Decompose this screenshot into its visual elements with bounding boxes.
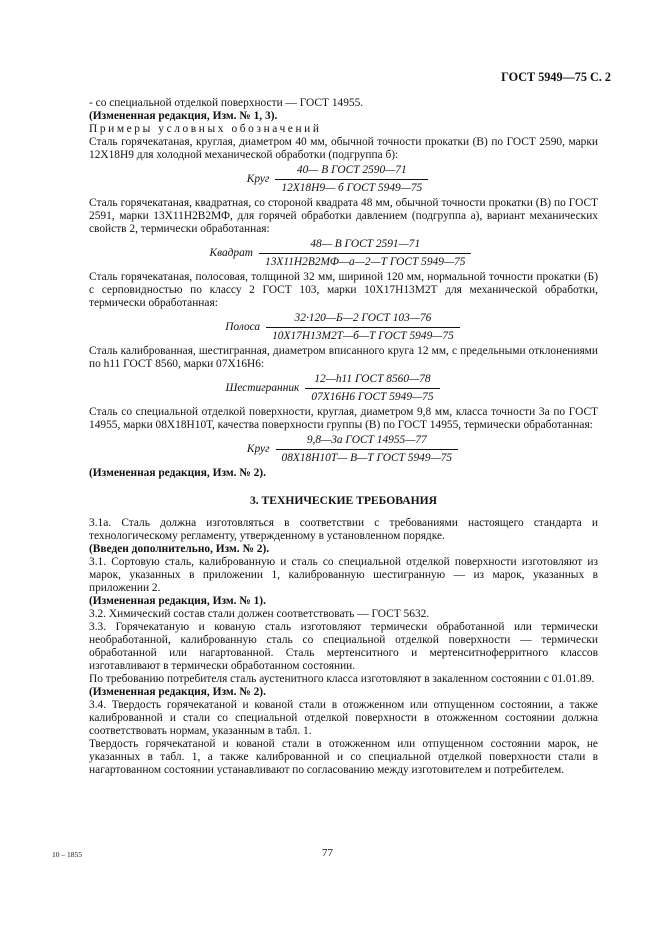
designation-formula — [67, 373, 598, 404]
formula-denominator: 08Х18Н10Т— В—Т ГОСТ 5949—75 — [276, 449, 459, 465]
page-number: 77 — [322, 847, 333, 859]
designation-formula — [107, 434, 598, 465]
formula-fraction — [275, 164, 428, 195]
formula-denominator: 10Х17Н13М2Т—б—Т ГОСТ 5949—75 — [266, 327, 460, 343]
formula-numerator: 32·120—Б—2 ГОСТ 103—76 — [294, 312, 432, 324]
paragraph: Сталь горячекатаная, круглая, диаметром 40 мм, обычной точности прокатки (В) по ГОСТ 2590, марки 12Х18Н9 для холодной механической обработки (подгруппа б): — [89, 136, 598, 161]
formula-numerator: 12—h11 ГОСТ 8560—78 — [314, 373, 431, 385]
amendment-note: (Введен дополнительно, Изм. № 2). — [89, 543, 270, 555]
paragraph: - со специальной отделкой поверхности — ГОСТ 14955. — [89, 97, 364, 109]
formula-fraction — [276, 434, 459, 465]
paragraph: 3.1а. Сталь должна изготовляться в соответствии с требованиями настоящего стандарта и технологическому регламенту, утвержденному в установленном порядке. — [89, 517, 598, 542]
formula-label: Шестигранник — [225, 382, 300, 394]
examples-heading: Примеры условных обозначений — [89, 123, 322, 135]
print-code: 10 – 1855 — [52, 850, 82, 859]
paragraph: 3.1. Сортовую сталь, калиброванную и сталь со специальной отделкой поверхности изготовляют из марок, указанных в приложении 1, калиброванную шестигранную — из марок, указанных в приложении 2. — [89, 556, 598, 594]
paragraph: Сталь горячекатаная, квадратная, со стороной квадрата 48 мм, обычной точности прокатки (В) по ГОСТ 2591, марки 13Х11Н2В2МФ, для горячей обработки давлением (подгруппа а), вариант механических свойств 2, термически обработанная: — [89, 197, 598, 235]
paragraph: 3.3. Горячекатаную и кованую сталь изготовляют термически обработанной или термически необработанной, калиброванную сталь со специальной отделкой поверхности — термически обработанной или нагартованной. Сталь мертенситного и мертенситноферритного классов изготавливают в термически обработанном состоянии. — [89, 621, 598, 672]
page-body — [89, 97, 598, 777]
amendment-note: (Измененная редакция, Изм. № 1, 3). — [89, 110, 278, 122]
formula-label: Квадрат — [209, 247, 254, 259]
paragraph: Сталь горячекатаная, полосовая, толщиной 32 мм, шириной 120 мм, нормальной точности прокатки (Б) с серповидностью по классу 2 ГОСТ 103, марки 10Х17Н13М2Т для механической обработки, термически обработанная: — [89, 271, 598, 309]
formula-numerator: 9,8—3а ГОСТ 14955—77 — [306, 434, 427, 446]
formula-denominator: 07Х16Н6 ГОСТ 5949—75 — [305, 388, 439, 404]
amendment-note: (Измененная редакция, Изм. № 2). — [89, 467, 266, 479]
formula-label: Круг — [246, 443, 270, 455]
formula-denominator: 12Х18Н9— б ГОСТ 5949—75 — [275, 179, 428, 195]
designation-formula — [87, 312, 598, 343]
paragraph: По требованию потребителя сталь аустенитного класса изготовляют в закаленном состоянии с 01.01.89. — [89, 673, 595, 685]
paragraph: Сталь со специальной отделкой поверхности, круглая, диаметром 9,8 мм, класса точности 3а по ГОСТ 14955, марки 08Х18Н10Т, качества поверхности группы (В) по ГОСТ 14955, термически обработанная: — [89, 406, 598, 431]
formula-numerator: 40— В ГОСТ 2590—71 — [296, 164, 407, 176]
running-header: ГОСТ 5949—75 С. 2 — [501, 70, 611, 84]
paragraph: 3.4. Твердость горячекатаной и кованой стали в отожженном или отпущенном состоянии, а также калиброванной и стали со специальной отделкой поверхности в отожженном состоянии должна соответствовать нормам, указанным в табл. 1. — [89, 699, 598, 737]
formula-denominator: 13Х11Н2В2МФ—а—2—Т ГОСТ 5949—75 — [259, 253, 471, 269]
formula-numerator: 48— В ГОСТ 2591—71 — [310, 238, 421, 250]
formula-label: Круг — [246, 173, 270, 185]
designation-formula — [83, 238, 598, 269]
formula-fraction — [305, 373, 439, 404]
amendment-note: (Измененная редакция, Изм. № 2). — [89, 686, 266, 698]
formula-fraction — [259, 238, 471, 269]
designation-formula — [77, 164, 598, 195]
section-heading: 3. ТЕХНИЧЕСКИЕ ТРЕБОВАНИЯ — [249, 494, 438, 507]
paragraph: Твердость горячекатаной и кованой стали в отожженном или отпущенном состоянии марок, не указанных в табл. 1, а также калиброванной и со специальной отделкой поверхности стали в нагартованном состоянии устанавливают по согласованию между изготовителем и потребителем. — [89, 738, 598, 776]
amendment-note: (Измененная редакция, Изм. № 1). — [89, 595, 266, 607]
formula-fraction — [266, 312, 460, 343]
paragraph: Сталь калиброванная, шестигранная, диаметром вписанного круга 12 мм, с предельными отклонениями по h11 ГОСТ 8560, марки 07Х16Н6: — [89, 345, 598, 370]
formula-label: Полоса — [225, 321, 261, 333]
paragraph: 3.2. Химический состав стали должен соответствовать — ГОСТ 5632. — [89, 608, 430, 620]
